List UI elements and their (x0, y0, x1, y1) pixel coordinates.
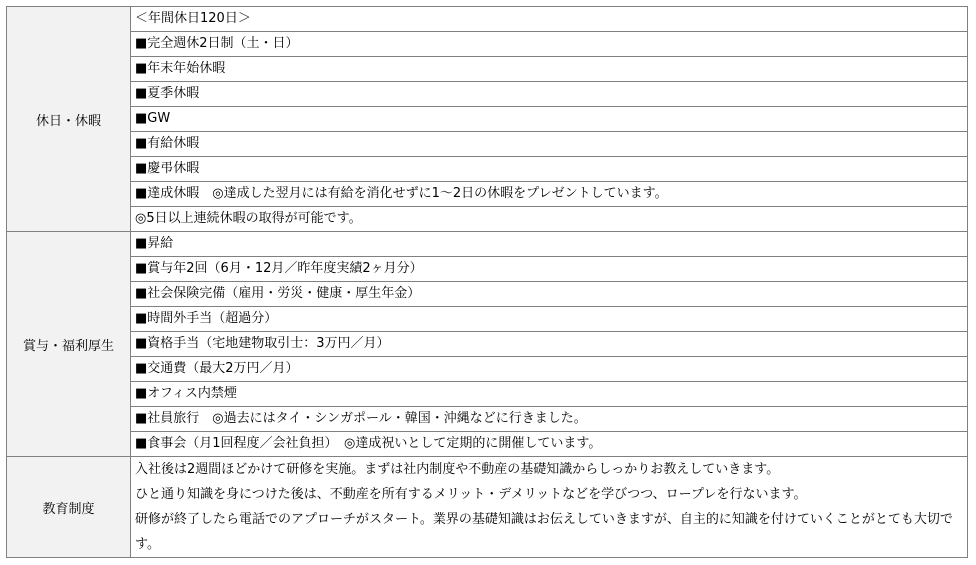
section-label-training: 教育制度 (7, 457, 131, 558)
section-label-welfare: 賞与・福利厚生 (7, 232, 131, 457)
table-row (7, 182, 968, 207)
table-row (7, 107, 968, 132)
table-row (7, 132, 968, 157)
table-row (7, 432, 968, 457)
table-row (7, 282, 968, 307)
welfare-row: ■賞与年2回（6月・12月／昨年度実績2ヶ月分） (131, 257, 968, 282)
table-row (7, 357, 968, 382)
table-row (7, 307, 968, 332)
table-row (7, 57, 968, 82)
table-row (7, 157, 968, 182)
welfare-row: ■食事会（月1回程度／会社負担） ◎達成祝いとして定期的に開催しています。 (131, 432, 968, 457)
table-row (7, 207, 968, 232)
holiday-row: ■年末年始休暇 (131, 57, 968, 82)
holiday-row: ■有給休暇 (131, 132, 968, 157)
holiday-row: ■慶弔休暇 (131, 157, 968, 182)
welfare-row: ■資格手当（宅地建物取引士：3万円／月） (131, 332, 968, 357)
table-row (7, 7, 968, 32)
table-row (7, 332, 968, 357)
training-paragraph: ひと通り知識を身につけた後は、不動産を所有するメリット・デメリットなどを学びつつ、ロープレを行ないます。 (135, 487, 807, 502)
training-paragraph: 入社後は2週間ほどかけて研修を実施。まずは社内制度や不動産の基礎知識からしっかりお教えしていきます。 (135, 462, 780, 477)
holiday-row: ■夏季休暇 (131, 82, 968, 107)
table-row (7, 257, 968, 282)
table-row (7, 407, 968, 432)
welfare-row: ■オフィス内禁煙 (131, 382, 968, 407)
section-label-holidays: 休日・休暇 (7, 7, 131, 232)
training-description (131, 457, 968, 558)
holiday-row: ◎5日以上連続休暇の取得が可能です。 (131, 207, 968, 232)
table-row (7, 382, 968, 407)
table-row (7, 32, 968, 57)
holiday-row: ＜年間休日120日＞ (131, 7, 968, 32)
welfare-row: ■昇給 (131, 232, 968, 257)
welfare-row: ■社会保険完備（雇用・労災・健康・厚生年金） (131, 282, 968, 307)
table-row (7, 457, 968, 558)
welfare-row: ■交通費（最大2万円／月） (131, 357, 968, 382)
table-row (7, 82, 968, 107)
welfare-row: ■社員旅行 ◎過去にはタイ・シンガポール・韓国・沖縄などに行きました。 (131, 407, 968, 432)
holiday-row: ■GW (131, 107, 968, 132)
training-paragraph: 研修が終了したら電話でのアプローチがスタート。業界の基礎知識はお伝えしていきますが、自主的に知識を付けていくことがとても大切です。 (135, 512, 953, 552)
benefits-table (6, 6, 968, 558)
holiday-row: ■完全週休2日制（土・日） (131, 32, 968, 57)
welfare-row: ■時間外手当（超過分） (131, 307, 968, 332)
table-row (7, 232, 968, 257)
holiday-row: ■達成休暇 ◎達成した翌月には有給を消化せずに1～2日の休暇をプレゼントしています。 (131, 182, 968, 207)
